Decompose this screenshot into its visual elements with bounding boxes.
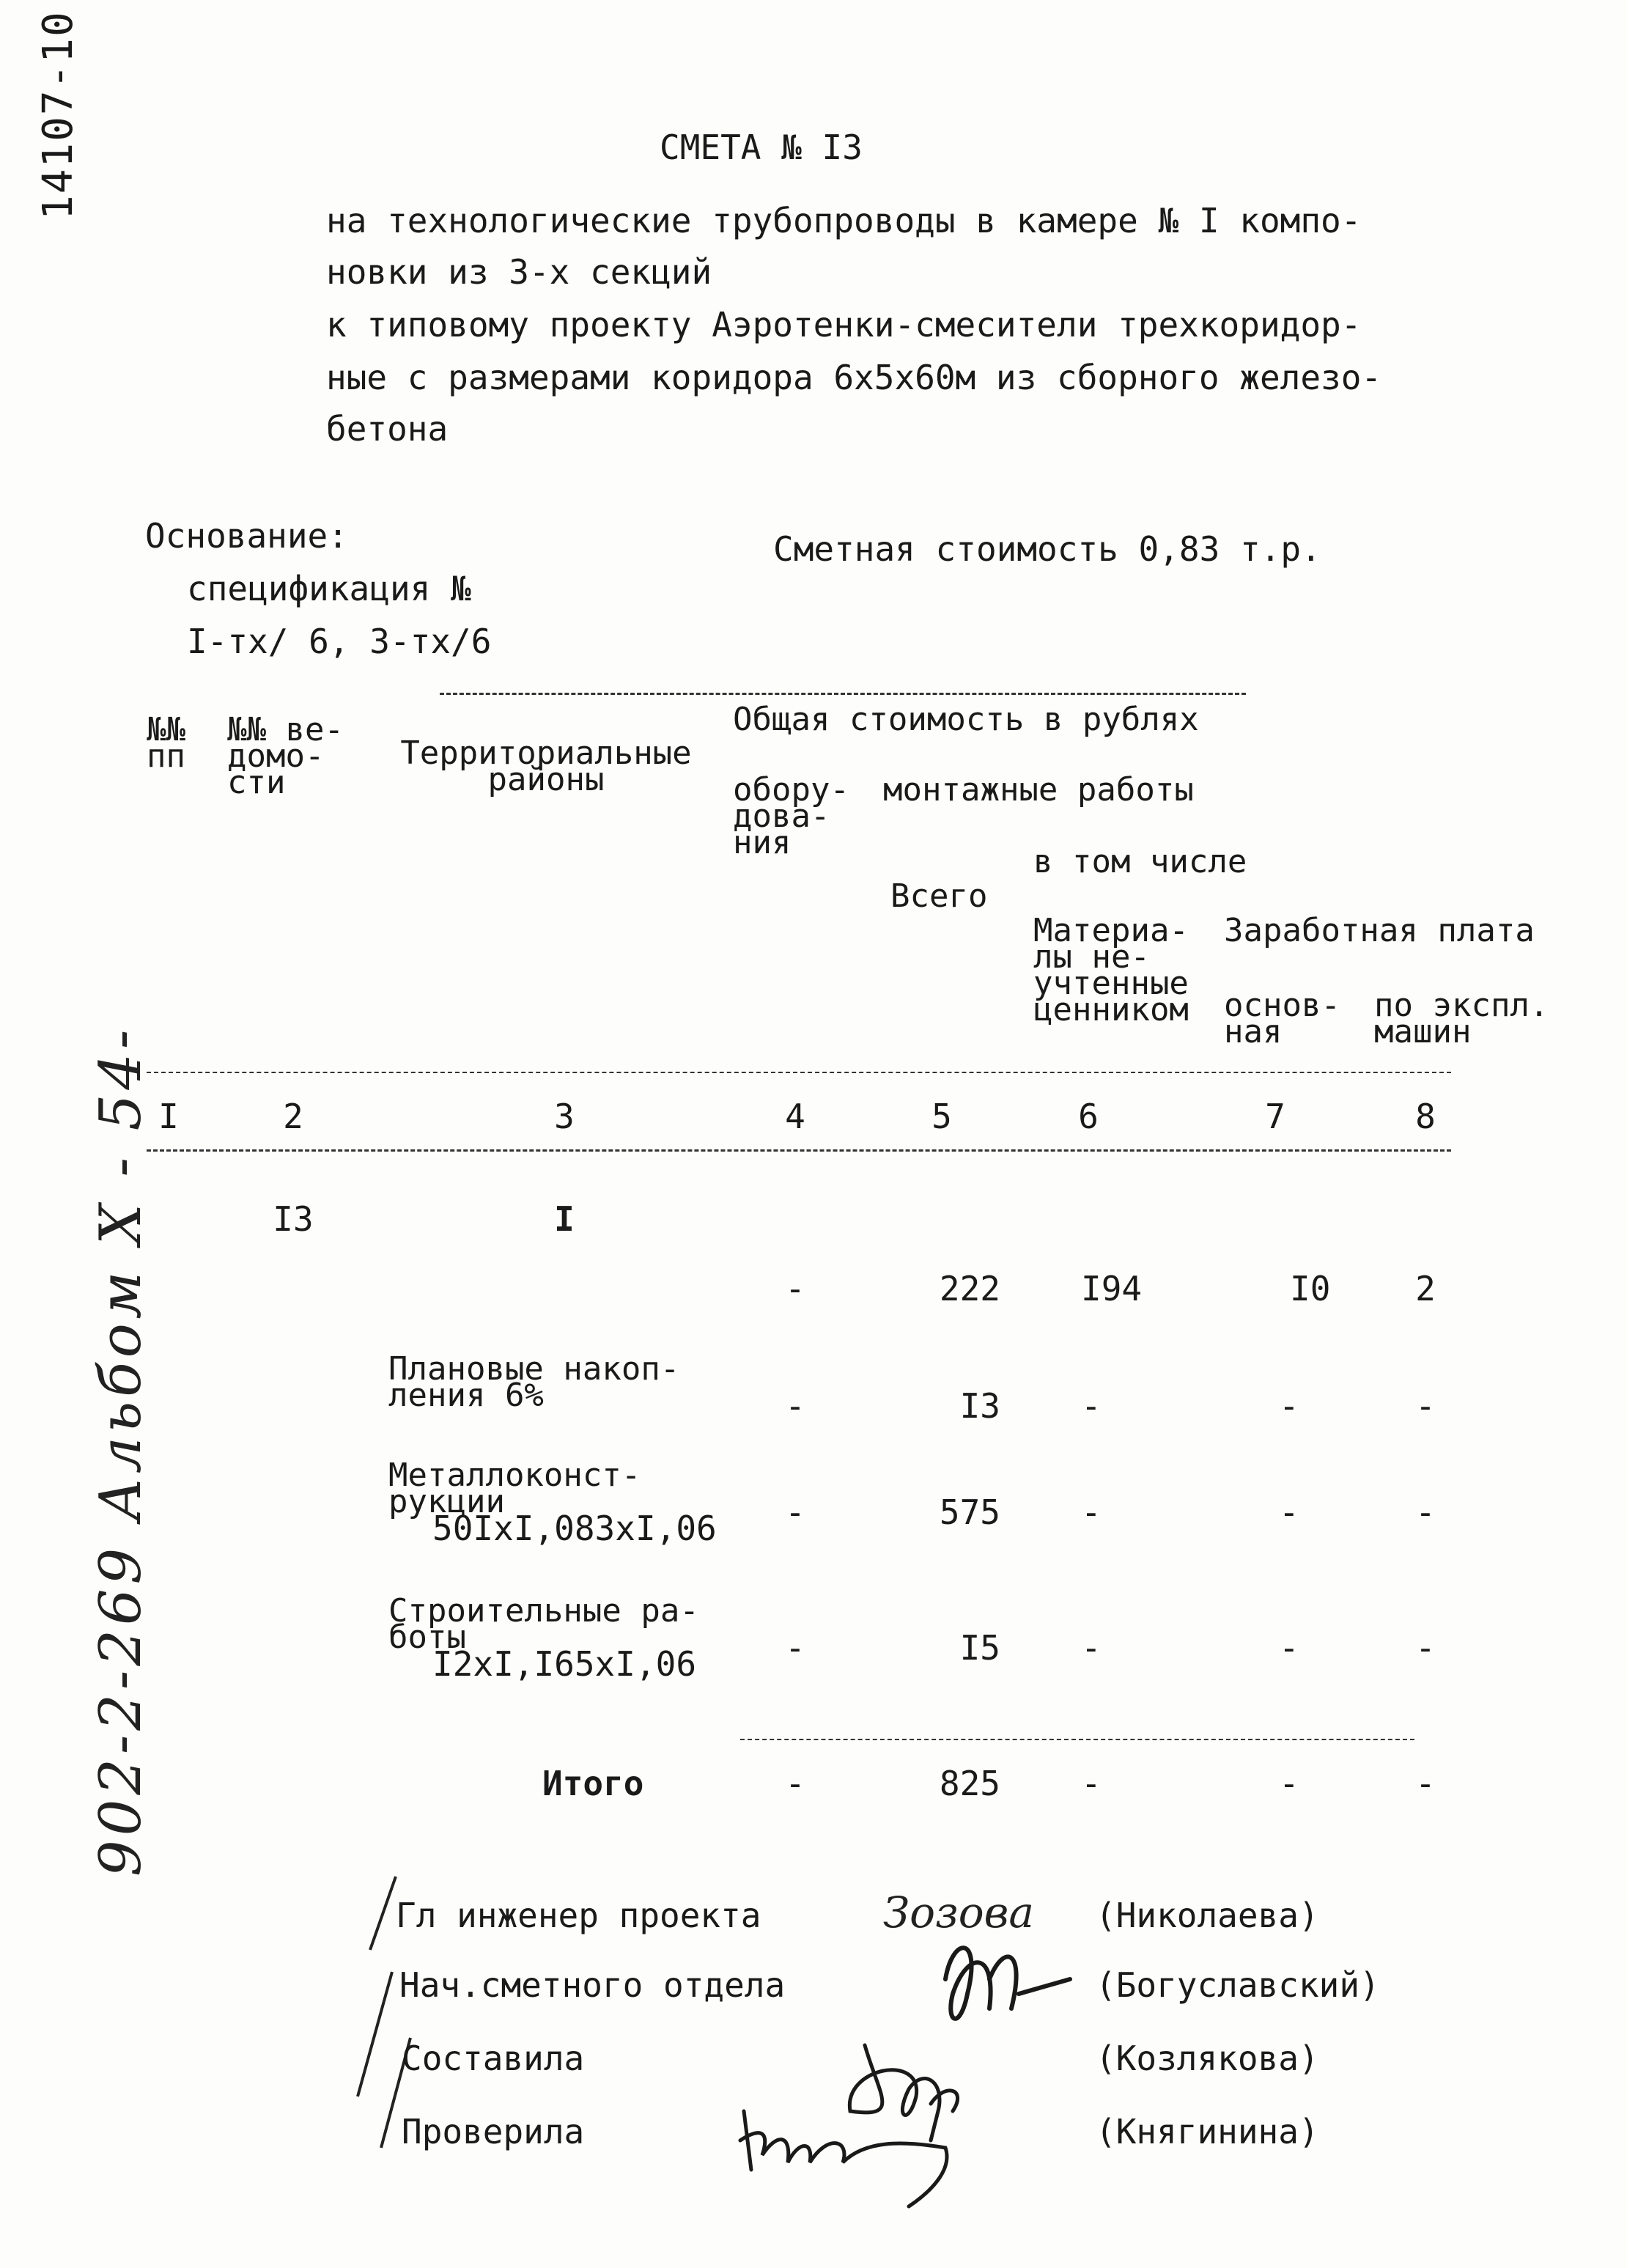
archive-code: 14107-10	[34, 10, 82, 220]
subtitle-line: на технологические трубопроводы в камере № I компо-	[326, 201, 1362, 240]
subtitle-line: новки из 3-х секций	[326, 252, 712, 292]
cell-total: 575	[939, 1492, 1000, 1532]
signature-name: (Богуславский)	[1096, 1965, 1380, 2005]
cell-materials: -	[1081, 1628, 1102, 1668]
cell-materials: -	[1081, 1386, 1102, 1426]
header-materials: Материа- лы не- учтенные ценником	[1033, 912, 1189, 1028]
header-machines: по экспл. машин	[1374, 987, 1549, 1050]
column-number: 3	[554, 1097, 575, 1136]
cell-statement: I3	[273, 1199, 314, 1239]
signature-name: (Козлякова)	[1096, 2039, 1319, 2078]
column-number: 7	[1265, 1097, 1285, 1136]
cell-machines: -	[1415, 1386, 1436, 1426]
header-col1: №№ пп	[147, 711, 185, 775]
cell-basic: I0	[1290, 1269, 1331, 1308]
header-wages: Заработная плата	[1224, 912, 1535, 949]
signature-role: Проверила	[402, 2112, 585, 2151]
cell-equipment: -	[785, 1628, 805, 1668]
header-bottom-rule	[147, 1072, 1451, 1073]
signature-role: Нач.сметного отдела	[399, 1965, 786, 2005]
cell-total: I5	[959, 1628, 1000, 1668]
signature-name: (Княгинина)	[1096, 2112, 1319, 2151]
cell-machines: -	[1415, 1764, 1436, 1803]
basis-spec: спецификация №	[187, 569, 471, 608]
cell-name: Плановые накоп- ления 6%	[388, 1350, 680, 1414]
header-including: в том числе	[1033, 843, 1247, 880]
cell-total: I3	[959, 1386, 1000, 1426]
cell-machines: 2	[1415, 1269, 1436, 1308]
cell-equipment: -	[785, 1764, 805, 1803]
header-col2: №№ ве- домо- сти	[227, 711, 344, 801]
header-total-cost: Общая стоимость в рублях	[733, 701, 1199, 738]
subtitle-line: ные с размерами коридора 6х5х60м из сборного железо-	[326, 358, 1382, 397]
cell-machines: -	[1415, 1492, 1436, 1532]
page-title: СМЕТА № I3	[660, 128, 863, 167]
subtitle-line: бетона	[326, 409, 449, 449]
column-number: 5	[931, 1097, 952, 1136]
cell-equipment: -	[785, 1269, 805, 1308]
header-total: Всего	[890, 877, 988, 915]
cell-materials: -	[1081, 1764, 1102, 1803]
basis-refs: I-тх/ 6, 3-тх/6	[187, 622, 492, 661]
cell-name: Итого	[542, 1764, 644, 1803]
column-number: 8	[1415, 1097, 1436, 1136]
column-number: I	[158, 1097, 179, 1136]
cell-name: Металлоконст- рукции 50IхI,083хI,06	[388, 1457, 717, 1548]
header-col3: Территориальные районы	[400, 734, 692, 798]
cell-region: I	[554, 1199, 575, 1239]
signature-role: Составила	[402, 2039, 585, 2078]
column-number: 2	[283, 1097, 303, 1136]
estimated-cost: Сметная стоимость 0,83 т.р.	[773, 529, 1321, 569]
signature-name: (Николаева)	[1096, 1896, 1319, 1935]
cell-name: Строительные ра- боты I2хI,I65хI,06	[388, 1592, 699, 1684]
signature-role: Гл инженер проекта	[396, 1896, 761, 1935]
cell-machines: -	[1415, 1628, 1436, 1668]
header-basic: основ- ная	[1224, 987, 1340, 1050]
header-installation: монтажные работы	[883, 771, 1194, 809]
cell-basic: -	[1279, 1492, 1299, 1532]
signature-scribble-checker	[0, 0, 7, 7]
cell-basic: -	[1279, 1386, 1299, 1426]
header-top-rule	[440, 693, 1246, 695]
cell-materials: -	[1081, 1492, 1102, 1532]
cell-materials: I94	[1081, 1269, 1143, 1308]
cell-total: 825	[939, 1764, 1000, 1803]
cell-equipment: -	[785, 1386, 805, 1426]
album-mark: 902-2-269 Альбом X - 54-	[88, 1025, 154, 1877]
subtitle-line: к типовому проекту Аэротенки-смесители трехкоридор-	[326, 305, 1362, 345]
total-rule	[740, 1739, 1414, 1740]
cell-basic: -	[1279, 1764, 1299, 1803]
cell-total: 222	[939, 1269, 1000, 1308]
basis-label: Основание:	[145, 516, 348, 556]
signature-handwritten: Зозова	[883, 1888, 1034, 1937]
header-equipment: обору- дова- ния	[733, 771, 849, 861]
column-number: 4	[785, 1097, 805, 1136]
cell-basic: -	[1279, 1628, 1299, 1668]
column-number: 6	[1078, 1097, 1099, 1136]
column-number-rule	[147, 1149, 1451, 1152]
cell-equipment: -	[785, 1492, 805, 1532]
